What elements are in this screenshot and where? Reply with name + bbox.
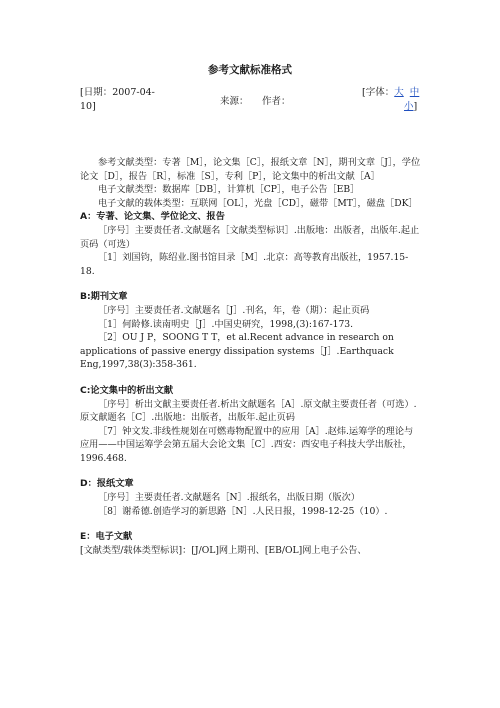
font-size-medium-link[interactable]: 中 [409, 87, 420, 98]
section-heading-d: D：报纸文章 [80, 478, 134, 490]
format-line-a: ［序号］主要责任者.文献题名［文献类型标识］.出版地：出版者，出版年.起止页码（可选） [80, 224, 420, 250]
example-c-1: ［7］钟文发.非线性规划在可燃毒物配置中的应用［A］.赵炜.运筹学的理论与应用——中国运筹学会第五届大会论文集［C］.西安：西安电子科技大学出版社，1996.468. [80, 425, 414, 464]
section-heading-b: B:期刊文章 [80, 291, 128, 303]
font-size-selector [362, 86, 422, 114]
font-size-close-bracket: ] [413, 101, 418, 112]
format-line-c: ［序号］析出文献主要责任者.析出文献题名［A］.原文献主要责任者（可选）.原文献题名［C］.出版地：出版者，出版年.起止页码 [80, 398, 417, 424]
source-label: 来源： [220, 96, 249, 107]
font-size-small-link[interactable]: 小 [404, 101, 414, 112]
font-size-label: [字体： [362, 87, 395, 98]
date-line-2: 10] [80, 101, 96, 112]
example-a-1: ［1］刘国钧，陈绍业.图书馆目录［M］.北京：高等教育出版社，1957.15-18. [80, 252, 409, 277]
format-line-d: ［序号］主要责任者.文献题名［N］.报纸名，出版日期（版次） [98, 492, 360, 504]
example-b-2: ［2］OU J P，SOONG T T，et al.Recent advance in research on applications of passive energy dissipation systems［J］.Earthquack Eng,1997,38(3):358-361. [80, 332, 394, 371]
example-d-1: ［8］谢希德.创造学习的新思路［N］.人民日报，1998-12-25（10）. [98, 505, 388, 517]
format-line-e: [文献类型/载体类型标识]：[J/OL]网上期刊、[EB/OL]网上电子公告、 [80, 544, 367, 556]
section-heading-c: C:论文集中的析出文献 [80, 384, 174, 396]
format-line-b: ［序号］主要责任者.文献题名［J］.刊名，年，卷（期）：起止页码 [98, 304, 370, 316]
article-body [80, 156, 422, 557]
paragraph-carrier-types: 电子文献的载体类型：互联网［OL］，光盘［CD］，磁带［MT］，磁盘［DK］ [98, 197, 418, 209]
page-title: 参考文献标准格式 [208, 64, 292, 76]
paragraph-electronic-types: 电子文献类型：数据库［DB］，计算机［CP］，电子公告［EB］ [98, 184, 360, 196]
section-heading-e: E：电子文献 [80, 531, 133, 543]
paragraph-doc-types: 参考文献类型：专著［M］，论文集［C］，报纸文章［N］，期刊文章［J］，学位论文［D］，报告［R］，标准［S］，专利［P］，论文集中的析出文献［A］ [80, 157, 421, 182]
example-b-1: ［1］何龄修.读南明史［J］.中国史研究，1998,(3):167-173. [98, 318, 354, 330]
author-label: 作者： [262, 96, 291, 107]
publish-date [80, 86, 170, 114]
date-line-1: [日期：2007-04- [80, 87, 155, 98]
section-heading-a: A：专著、论文集、学位论文、报告 [80, 211, 225, 223]
font-size-large-link[interactable]: 大 [394, 87, 404, 98]
